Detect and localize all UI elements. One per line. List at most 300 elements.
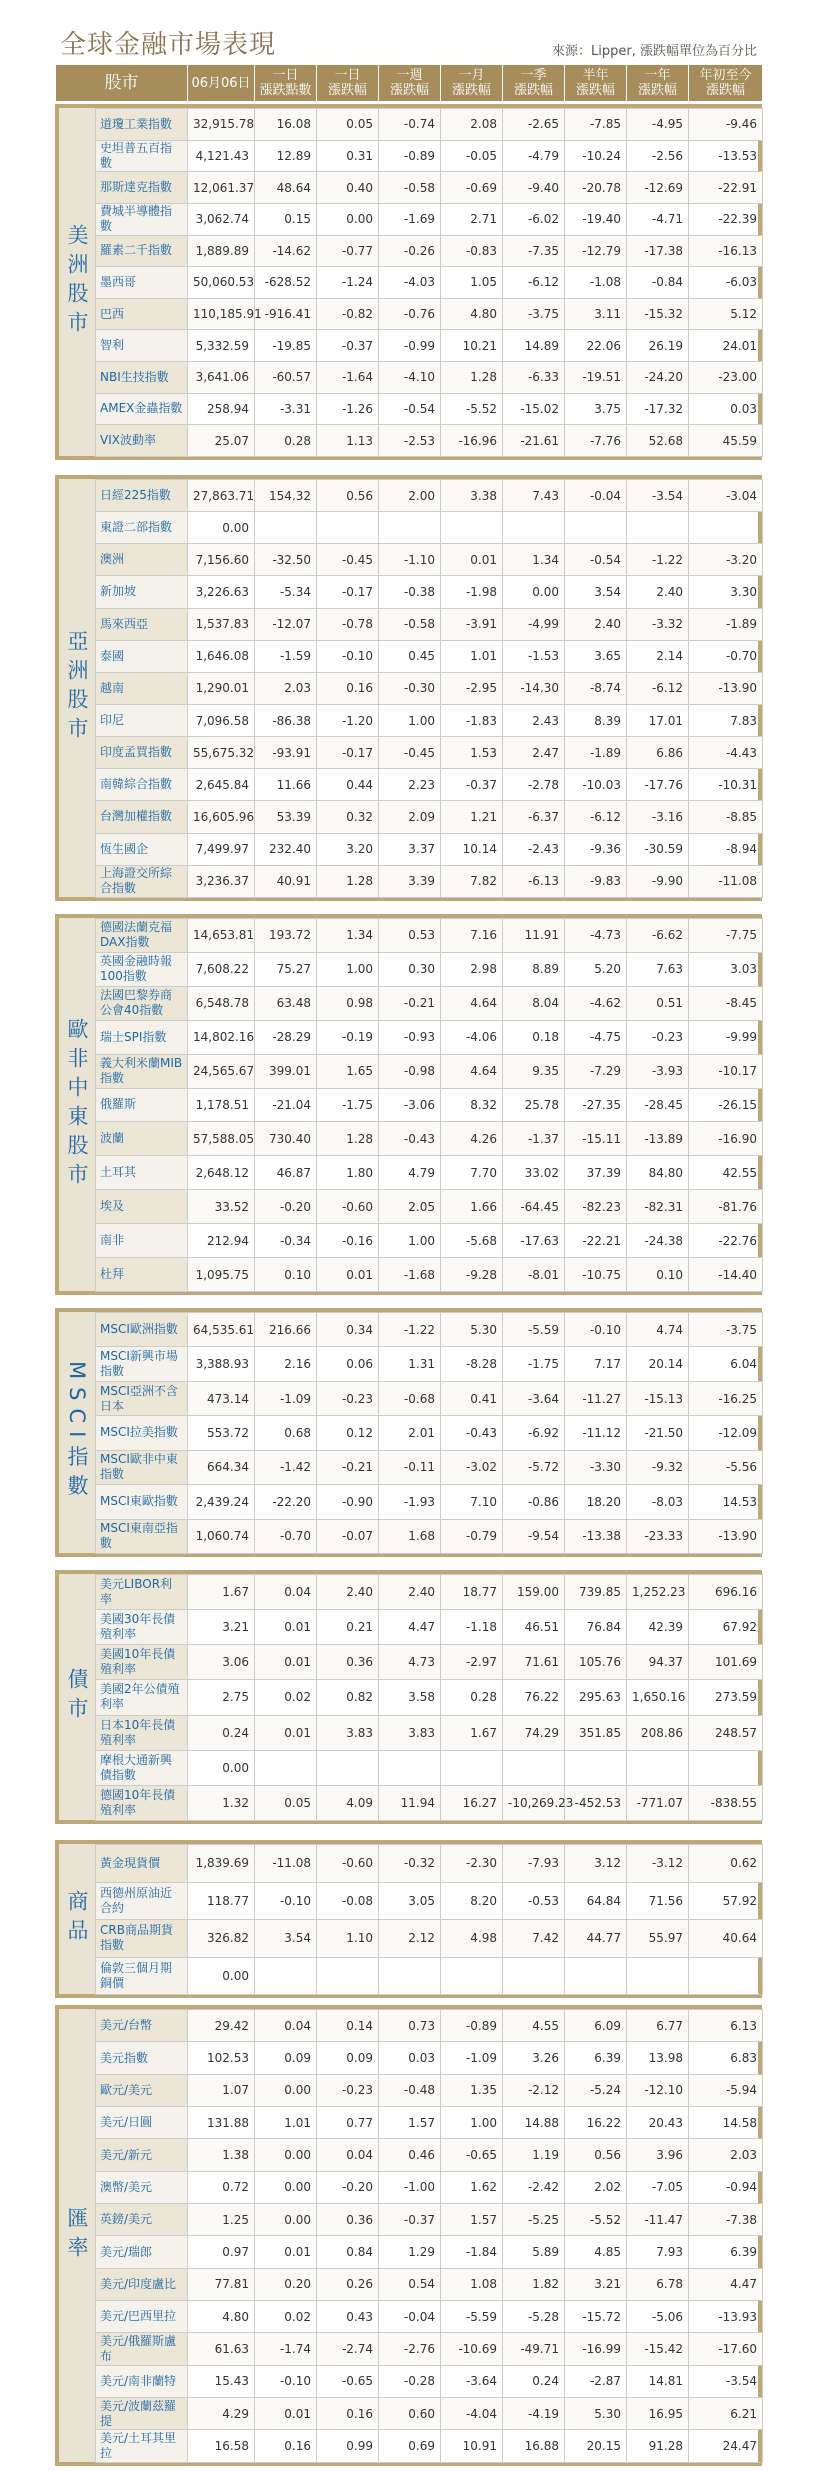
table-cell: 11.91 <box>503 919 565 953</box>
table-cell: -1.93 <box>379 1485 441 1519</box>
table-cell: 0.05 <box>317 109 379 141</box>
table-cell: 7,156.60 <box>188 544 255 576</box>
table-cell: -12.09 <box>689 1416 763 1450</box>
table-cell: 0.02 <box>255 2301 317 2333</box>
table-cell: 0.40 <box>317 172 379 204</box>
table-cell: -2.95 <box>441 672 503 704</box>
table-cell: -13.53 <box>689 140 763 172</box>
table-cell: 1.28 <box>441 362 503 394</box>
table-cell: 0.24 <box>503 2365 565 2397</box>
table-cell: 101.69 <box>689 1645 763 1680</box>
table-cell: 1.25 <box>188 2204 255 2236</box>
table-cell: -2.42 <box>503 2171 565 2203</box>
table-cell: -15.72 <box>565 2301 627 2333</box>
table-cell: 22.06 <box>565 330 627 362</box>
table-cell: -0.98 <box>379 1054 441 1088</box>
table-cell <box>379 512 441 544</box>
table-cell: 0.00 <box>255 2074 317 2106</box>
table-cell: -1.26 <box>317 393 379 425</box>
table-cell: 4.64 <box>441 1054 503 1088</box>
table-cell: 24.47 <box>689 2430 763 2462</box>
table-cell: -9.54 <box>503 1519 565 1553</box>
table-cell: -0.10 <box>565 1313 627 1347</box>
table-cell: -8.01 <box>503 1258 565 1292</box>
market-section <box>55 1570 762 1824</box>
table-cell: -3.06 <box>379 1088 441 1122</box>
table-cell: 1.32 <box>188 1785 255 1820</box>
table-cell: -0.94 <box>689 2171 763 2203</box>
table-row <box>96 952 763 986</box>
table-cell <box>503 512 565 544</box>
table-cell: -16.25 <box>689 1381 763 1415</box>
table-cell: 208.86 <box>627 1715 689 1750</box>
table-cell: 0.28 <box>441 1680 503 1715</box>
table-cell: 4.80 <box>441 298 503 330</box>
table-cell: 0.05 <box>255 1785 317 1820</box>
table-cell: -8.45 <box>689 986 763 1020</box>
table-cell: 0.14 <box>317 2010 379 2042</box>
table-cell: 4.26 <box>441 1122 503 1156</box>
table-cell: -1.83 <box>441 704 503 736</box>
table-cell: 71.61 <box>503 1645 565 1680</box>
table-cell: 1,060.74 <box>188 1519 255 1553</box>
table-cell: -10,269.23 <box>503 1785 565 1820</box>
table-cell: -0.65 <box>317 2365 379 2397</box>
table-cell: 1.05 <box>441 267 503 299</box>
table-row <box>96 2010 763 2042</box>
table-cell: 7.82 <box>441 865 503 897</box>
row-name: MSCI亞洲不含日本 <box>96 1381 188 1415</box>
table-cell: -1.09 <box>255 1381 317 1415</box>
table-cell: 2.02 <box>565 2171 627 2203</box>
table-cell: 0.44 <box>317 769 379 801</box>
table-cell: -1.75 <box>503 1347 565 1381</box>
table-cell: -11.47 <box>627 2204 689 2236</box>
table-row <box>96 986 763 1020</box>
table-cell: -5.06 <box>627 2301 689 2333</box>
table-cell: -7.93 <box>503 1845 565 1883</box>
table-cell: -0.10 <box>255 1882 317 1920</box>
table-cell: 0.41 <box>441 1381 503 1415</box>
table-cell: 40.91 <box>255 865 317 897</box>
table-cell: 3.58 <box>379 1680 441 1715</box>
table-cell: 1.00 <box>379 704 441 736</box>
table-cell: -0.58 <box>379 172 441 204</box>
table-cell: 3.20 <box>317 833 379 865</box>
table-cell <box>379 1957 441 1995</box>
table-cell: -11.27 <box>565 1381 627 1415</box>
table-cell: 0.09 <box>255 2042 317 2074</box>
table-cell: -3.93 <box>627 1054 689 1088</box>
table-cell: 7.43 <box>503 480 565 512</box>
table-cell: -22.91 <box>689 172 763 204</box>
table-cell: 105.76 <box>565 1645 627 1680</box>
table-cell: 3,236.37 <box>188 865 255 897</box>
table-cell: -3.75 <box>689 1313 763 1347</box>
table-cell: -10.31 <box>689 769 763 801</box>
table-cell: -12.69 <box>627 172 689 204</box>
table-cell: -1.68 <box>379 1258 441 1292</box>
table-cell: -0.90 <box>317 1485 379 1519</box>
table-cell: 131.88 <box>188 2107 255 2139</box>
header-cell: 06月06日 <box>188 65 255 102</box>
table-cell: -628.52 <box>255 267 317 299</box>
table-cell: 6.39 <box>565 2042 627 2074</box>
table-cell: 15.43 <box>188 2365 255 2397</box>
table-cell: 6.21 <box>689 2398 763 2430</box>
table-cell: 1.01 <box>441 640 503 672</box>
table-cell: -4.95 <box>627 109 689 141</box>
table-cell: 3.38 <box>441 480 503 512</box>
row-name: MSCI歐非中東指數 <box>96 1450 188 1484</box>
table-cell <box>441 1957 503 1995</box>
table-cell: -0.69 <box>441 172 503 204</box>
table-cell: -10.69 <box>441 2333 503 2365</box>
table-cell: -0.83 <box>441 235 503 267</box>
table-cell: 0.01 <box>255 1645 317 1680</box>
table-cell: -16.13 <box>689 235 763 267</box>
table-cell: 6.04 <box>689 1347 763 1381</box>
table-row <box>96 172 763 204</box>
table-cell: 4.73 <box>379 1645 441 1680</box>
table-cell: 94.37 <box>627 1645 689 1680</box>
table-cell: 20.15 <box>565 2430 627 2462</box>
table-cell: 0.04 <box>255 1575 317 1610</box>
table-cell: -0.20 <box>317 2171 379 2203</box>
row-name: 英國金融時報100指數 <box>96 952 188 986</box>
table-cell: 2.05 <box>379 1190 441 1224</box>
table-cell: -22.76 <box>689 1224 763 1258</box>
table-cell: -8.74 <box>565 672 627 704</box>
table-cell: -10.03 <box>565 769 627 801</box>
table-cell: -1.69 <box>379 203 441 235</box>
table-cell: -7.05 <box>627 2171 689 2203</box>
table-cell: -1.59 <box>255 640 317 672</box>
section-label: 歐非中東股市 <box>59 918 95 1291</box>
row-name: 巴西 <box>96 298 188 330</box>
table-row <box>96 704 763 736</box>
table-cell: 1.82 <box>503 2268 565 2300</box>
table-cell: -3.02 <box>441 1450 503 1484</box>
table-cell: -14.30 <box>503 672 565 704</box>
row-name: 美元/南非蘭特 <box>96 2365 188 2397</box>
table-cell: 8.20 <box>441 1882 503 1920</box>
table-cell: -28.29 <box>255 1020 317 1054</box>
table-cell: 0.82 <box>317 1680 379 1715</box>
table-cell: 1.35 <box>441 2074 503 2106</box>
table-cell: 14.53 <box>689 1485 763 1519</box>
row-name: 英鎊/美元 <box>96 2204 188 2236</box>
header-cell: 半年 漲跌幅 <box>565 65 627 102</box>
table-cell: 2,648.12 <box>188 1156 255 1190</box>
table-cell: -0.99 <box>379 330 441 362</box>
table-row <box>96 235 763 267</box>
table-cell: 216.66 <box>255 1313 317 1347</box>
table-cell: -0.43 <box>379 1122 441 1156</box>
table-row <box>96 833 763 865</box>
table-cell: -3.64 <box>441 2365 503 2397</box>
table-cell: 1.07 <box>188 2074 255 2106</box>
table-cell: -13.89 <box>627 1122 689 1156</box>
header-cell: 一季 漲跌幅 <box>503 65 565 102</box>
table-cell: -8.85 <box>689 801 763 833</box>
table-cell: 3.75 <box>565 393 627 425</box>
table-cell: 0.32 <box>317 801 379 833</box>
row-name: 瑞士SPI指數 <box>96 1020 188 1054</box>
table-cell: 110,185.91 <box>188 298 255 330</box>
table-row <box>96 672 763 704</box>
table-cell: 16.95 <box>627 2398 689 2430</box>
table-cell: -0.53 <box>503 1882 565 1920</box>
table-cell: 7,499.97 <box>188 833 255 865</box>
table-row <box>96 1519 763 1553</box>
table-cell: -4.43 <box>689 737 763 769</box>
row-name: 墨西哥 <box>96 267 188 299</box>
table-cell: -16.99 <box>565 2333 627 2365</box>
table-row <box>96 1020 763 1054</box>
table-cell: 52.68 <box>627 425 689 457</box>
table-cell: -8.94 <box>689 833 763 865</box>
row-name: 恆生國企 <box>96 833 188 865</box>
table-cell <box>565 1957 627 1995</box>
table-cell: -7.29 <box>565 1054 627 1088</box>
table-cell: -1.89 <box>565 737 627 769</box>
table-cell: 0.02 <box>255 1680 317 1715</box>
row-name: 土耳其 <box>96 1156 188 1190</box>
table-cell: -4.79 <box>503 140 565 172</box>
table-cell: -0.10 <box>317 640 379 672</box>
table-cell: -7.38 <box>689 2204 763 2236</box>
table-cell: -0.05 <box>441 140 503 172</box>
table-cell: -82.31 <box>627 1190 689 1224</box>
table-cell: 11.66 <box>255 769 317 801</box>
table-row <box>96 2204 763 2236</box>
table-cell: 0.69 <box>379 2430 441 2462</box>
table-cell: 4,121.43 <box>188 140 255 172</box>
table-cell: -0.45 <box>379 737 441 769</box>
table-cell: -0.10 <box>255 2365 317 2397</box>
table-cell: -14.62 <box>255 235 317 267</box>
section-label: 美洲股市 <box>59 108 95 456</box>
table-cell: 3.11 <box>565 298 627 330</box>
table-row <box>96 109 763 141</box>
row-name: 美元/日圓 <box>96 2107 188 2139</box>
table-cell <box>689 1957 763 1995</box>
table-cell: -0.30 <box>379 672 441 704</box>
table-cell: -0.23 <box>627 1020 689 1054</box>
table-cell: -9.90 <box>627 865 689 897</box>
table-cell: -0.68 <box>379 1381 441 1415</box>
table-cell: 42.39 <box>627 1610 689 1645</box>
table-cell: 50,060.53 <box>188 267 255 299</box>
table-cell: 1.68 <box>379 1519 441 1553</box>
header-cell: 一月 漲跌幅 <box>441 65 503 102</box>
section-label: MSCI指數 <box>59 1312 95 1553</box>
table-cell: 2.16 <box>255 1347 317 1381</box>
table-row <box>96 2398 763 2430</box>
table-cell: -3.04 <box>689 480 763 512</box>
table-cell: 0.24 <box>188 1715 255 1750</box>
header-cell: 年初至今 漲跌幅 <box>689 65 763 102</box>
table-cell: -15.42 <box>627 2333 689 2365</box>
row-name: 美國30年長債殖利率 <box>96 1610 188 1645</box>
table-cell: -9.40 <box>503 172 565 204</box>
table-cell: 0.60 <box>379 2398 441 2430</box>
table-cell: -10.24 <box>565 140 627 172</box>
table-cell: -7.75 <box>689 919 763 953</box>
table-cell: -21.50 <box>627 1416 689 1450</box>
table-cell: -0.37 <box>317 330 379 362</box>
table-cell: 33.52 <box>188 1190 255 1224</box>
table-cell: 1.57 <box>379 2107 441 2139</box>
table-cell: 1.57 <box>441 2204 503 2236</box>
table-cell: 0.16 <box>255 2430 317 2462</box>
table-cell: 5.89 <box>503 2236 565 2268</box>
table-cell: -15.02 <box>503 393 565 425</box>
table-cell: -11.08 <box>255 1845 317 1883</box>
market-section <box>55 104 762 460</box>
table-cell: -1.09 <box>441 2042 503 2074</box>
table-cell: -19.85 <box>255 330 317 362</box>
table-cell: -0.54 <box>565 544 627 576</box>
table-cell <box>689 1750 763 1785</box>
table-cell: 25.78 <box>503 1088 565 1122</box>
row-name: MSCI東歐指數 <box>96 1485 188 1519</box>
table-cell: -14.40 <box>689 1258 763 1292</box>
table-cell: 0.10 <box>255 1258 317 1292</box>
table-cell: -0.86 <box>503 1485 565 1519</box>
table-cell: -11.08 <box>689 865 763 897</box>
table-row <box>96 1190 763 1224</box>
row-name: 澳幣/美元 <box>96 2171 188 2203</box>
row-name: 南韓綜合指數 <box>96 769 188 801</box>
table-cell: 61.63 <box>188 2333 255 2365</box>
table-cell: -23.00 <box>689 362 763 394</box>
table-cell: 3,388.93 <box>188 1347 255 1381</box>
table-cell <box>627 1750 689 1785</box>
table-cell: 2.08 <box>441 109 503 141</box>
table-row <box>96 1785 763 1820</box>
table-cell: -13.90 <box>689 1519 763 1553</box>
table-row <box>96 2268 763 2300</box>
table-cell: 0.51 <box>627 986 689 1020</box>
row-name: 台灣加權指數 <box>96 801 188 833</box>
table-cell <box>255 1750 317 1785</box>
table-cell: -93.91 <box>255 737 317 769</box>
table-cell: -2.53 <box>379 425 441 457</box>
table-cell: -22.39 <box>689 203 763 235</box>
section-table <box>95 918 763 1292</box>
table-row <box>96 2333 763 2365</box>
table-cell: -24.38 <box>627 1224 689 1258</box>
table-cell: 473.14 <box>188 1381 255 1415</box>
table-cell: -2.74 <box>317 2333 379 2365</box>
table-cell: -7.85 <box>565 109 627 141</box>
row-name: 日經225指數 <box>96 480 188 512</box>
table-cell: 75.27 <box>255 952 317 986</box>
table-cell: 29.42 <box>188 2010 255 2042</box>
table-cell: -6.12 <box>565 801 627 833</box>
table-cell: -0.38 <box>379 576 441 608</box>
table-cell: 0.36 <box>317 2204 379 2236</box>
table-row <box>96 865 763 897</box>
table-cell: -4.10 <box>379 362 441 394</box>
row-name: 史坦普五百指數 <box>96 140 188 172</box>
table-cell: -1.53 <box>503 640 565 672</box>
market-section <box>55 1308 762 1557</box>
table-cell: 7.17 <box>565 1347 627 1381</box>
table-cell: -1.42 <box>255 1450 317 1484</box>
table-cell: 18.20 <box>565 1485 627 1519</box>
table-cell: 4.55 <box>503 2010 565 2042</box>
table-cell: -4.19 <box>503 2398 565 2430</box>
table-row <box>96 2074 763 2106</box>
table-cell: 0.20 <box>255 2268 317 2300</box>
table-cell: 1.19 <box>503 2139 565 2171</box>
header-cell: 一年 漲跌幅 <box>627 65 689 102</box>
table-cell: 1,095.75 <box>188 1258 255 1292</box>
table-cell: 1.65 <box>317 1054 379 1088</box>
table-cell: 0.21 <box>317 1610 379 1645</box>
table-cell: 16,605.96 <box>188 801 255 833</box>
table-cell: 2.75 <box>188 1680 255 1715</box>
table-cell: -7.35 <box>503 235 565 267</box>
table-cell: -0.58 <box>379 608 441 640</box>
row-name: 美元/印度盧比 <box>96 2268 188 2300</box>
row-name: 那斯達克指數 <box>96 172 188 204</box>
table-cell: 2.40 <box>565 608 627 640</box>
table-cell: 76.22 <box>503 1680 565 1715</box>
table-cell: -6.13 <box>503 865 565 897</box>
table-cell <box>565 512 627 544</box>
table-cell: 42.55 <box>689 1156 763 1190</box>
table-cell: -21.61 <box>503 425 565 457</box>
table-cell: 0.28 <box>255 425 317 457</box>
table-cell: 4.80 <box>188 2301 255 2333</box>
row-name: 法國巴黎券商公會40指數 <box>96 986 188 1020</box>
table-cell: -15.32 <box>627 298 689 330</box>
table-cell: 1.10 <box>317 1920 379 1958</box>
table-cell: 7.16 <box>441 919 503 953</box>
table-cell: -2.56 <box>627 140 689 172</box>
table-cell: 1,650.16 <box>627 1680 689 1715</box>
table-cell: 193.72 <box>255 919 317 953</box>
table-cell: 4.64 <box>441 986 503 1020</box>
table-cell: 0.30 <box>379 952 441 986</box>
table-cell: 11.94 <box>379 1785 441 1820</box>
table-row <box>96 2042 763 2074</box>
table-row <box>96 769 763 801</box>
table-cell: -1.64 <box>317 362 379 394</box>
table-row <box>96 1054 763 1088</box>
table-cell: -2.43 <box>503 833 565 865</box>
table-cell: 10.21 <box>441 330 503 362</box>
table-cell: 7,608.22 <box>188 952 255 986</box>
row-name: MSCI拉美指數 <box>96 1416 188 1450</box>
table-cell: -6.12 <box>503 267 565 299</box>
table-cell: 0.72 <box>188 2171 255 2203</box>
table-cell: 1.62 <box>441 2171 503 2203</box>
table-cell: -12.79 <box>565 235 627 267</box>
row-name: 新加坡 <box>96 576 188 608</box>
table-cell: -17.60 <box>689 2333 763 2365</box>
table-cell: 14.58 <box>689 2107 763 2139</box>
table-cell <box>317 512 379 544</box>
table-cell: 4.47 <box>379 1610 441 1645</box>
table-cell: 18.77 <box>441 1575 503 1610</box>
table-cell: 0.99 <box>317 2430 379 2462</box>
table-cell: 0.01 <box>255 2236 317 2268</box>
